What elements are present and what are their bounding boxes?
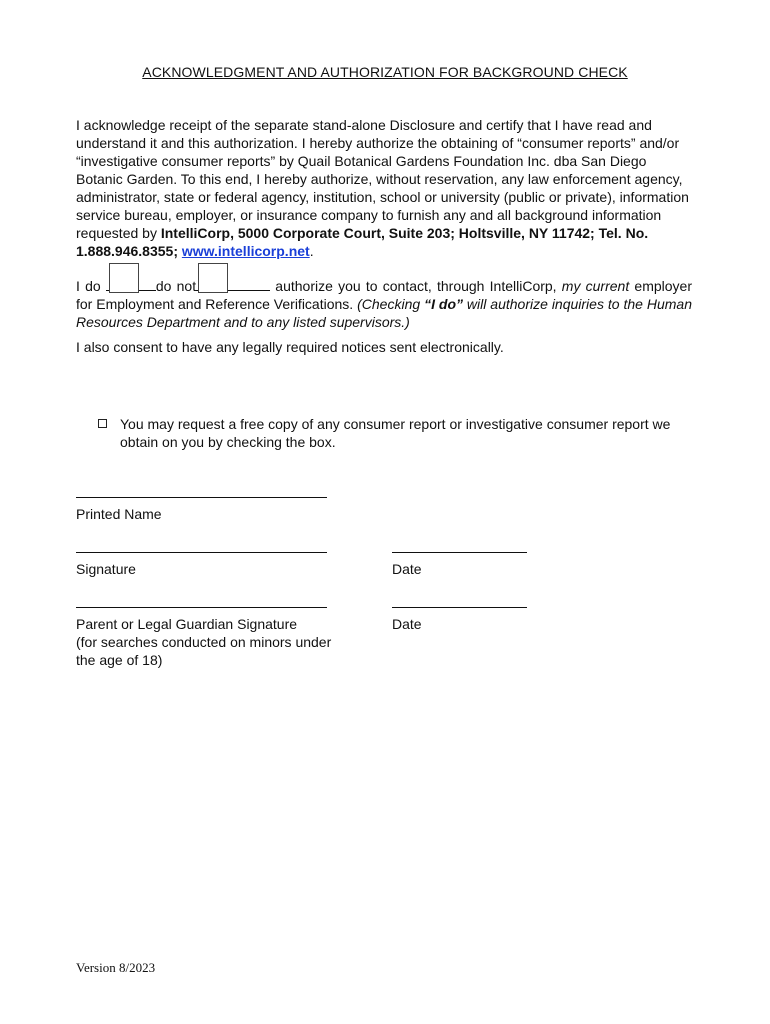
request-copy-text: You may request a free copy of any consumer report or investigative consumer report we obtain on you by checking the box. [120, 416, 671, 450]
date-line-1[interactable] [392, 552, 527, 553]
authorization-italic-1: my current [561, 278, 630, 294]
signature-label: Signature [76, 561, 136, 577]
intellicorp-link[interactable]: www.intellicorp.net [181, 243, 310, 259]
authorization-paragraph [76, 277, 692, 331]
intellicorp-address: IntelliCorp, 5000 Corporate Court, Suite 203; Holtsville, NY 11742; Tel. No. 1.888.946.8355; [76, 225, 649, 259]
acknowledgment-end: . [309, 243, 314, 259]
do-not-checkbox[interactable] [198, 263, 228, 293]
do-not-blank [196, 278, 270, 291]
electronic-consent: I also consent to have any legally required notices sent electronically. [76, 339, 504, 355]
i-do-label: I do [76, 278, 106, 294]
do-not-label: do not [155, 278, 197, 294]
signature-line[interactable] [76, 552, 327, 553]
printed-name-label: Printed Name [76, 506, 162, 522]
request-copy-checkbox[interactable] [98, 419, 107, 428]
acknowledgment-paragraph [76, 116, 692, 260]
guardian-label-line-1: Parent or Legal Guardian Signature [76, 616, 298, 632]
request-copy-section [98, 415, 698, 451]
guardian-label-line-2: (for searches conducted on minors under [76, 634, 332, 650]
version-footer: Version 8/2023 [76, 960, 156, 975]
printed-name-line[interactable] [76, 497, 327, 498]
date-line-2[interactable] [392, 607, 527, 608]
i-do-checkbox[interactable] [109, 263, 139, 293]
acknowledgment-text: I acknowledge receipt of the separate stand-alone Disclosure and certify that I have read and understand it and this authorization. I hereby authorize the obtaining of “consumer reports” and/or “investigative consumer reports” by Quail Botanical Gardens Foundation Inc. dba San Diego Botanic Garden. To this end, I hereby authorize, without reservation, any law enforcement agency, administrator, state or federal agency, institution, school or university (public or private), information service bureau, employer, or insurance company to furnish any and all background information requested by [76, 117, 689, 241]
date-label-2: Date [392, 616, 422, 632]
date-label-1: Date [392, 561, 422, 577]
authorization-text-2: employer for Employment and Reference Verifications. [76, 278, 692, 312]
guardian-signature-line[interactable] [76, 607, 327, 608]
authorization-middle: authorize you to contact, through IntelliCorp, [270, 278, 562, 294]
i-do-blank [106, 278, 156, 291]
guardian-label-line-3: the age of 18) [76, 652, 163, 668]
document-title: ACKNOWLEDGMENT AND AUTHORIZATION FOR BACKGROUND CHECK [142, 64, 628, 80]
guardian-signature-label [76, 615, 331, 669]
authorization-italic-2a: (Checking [357, 296, 425, 312]
authorization-italic-2b: will authorize inquiries to the Human Resources Department and to any listed supervisors.) [76, 296, 693, 330]
authorization-i-do-emphasis: “I do” [424, 296, 463, 312]
